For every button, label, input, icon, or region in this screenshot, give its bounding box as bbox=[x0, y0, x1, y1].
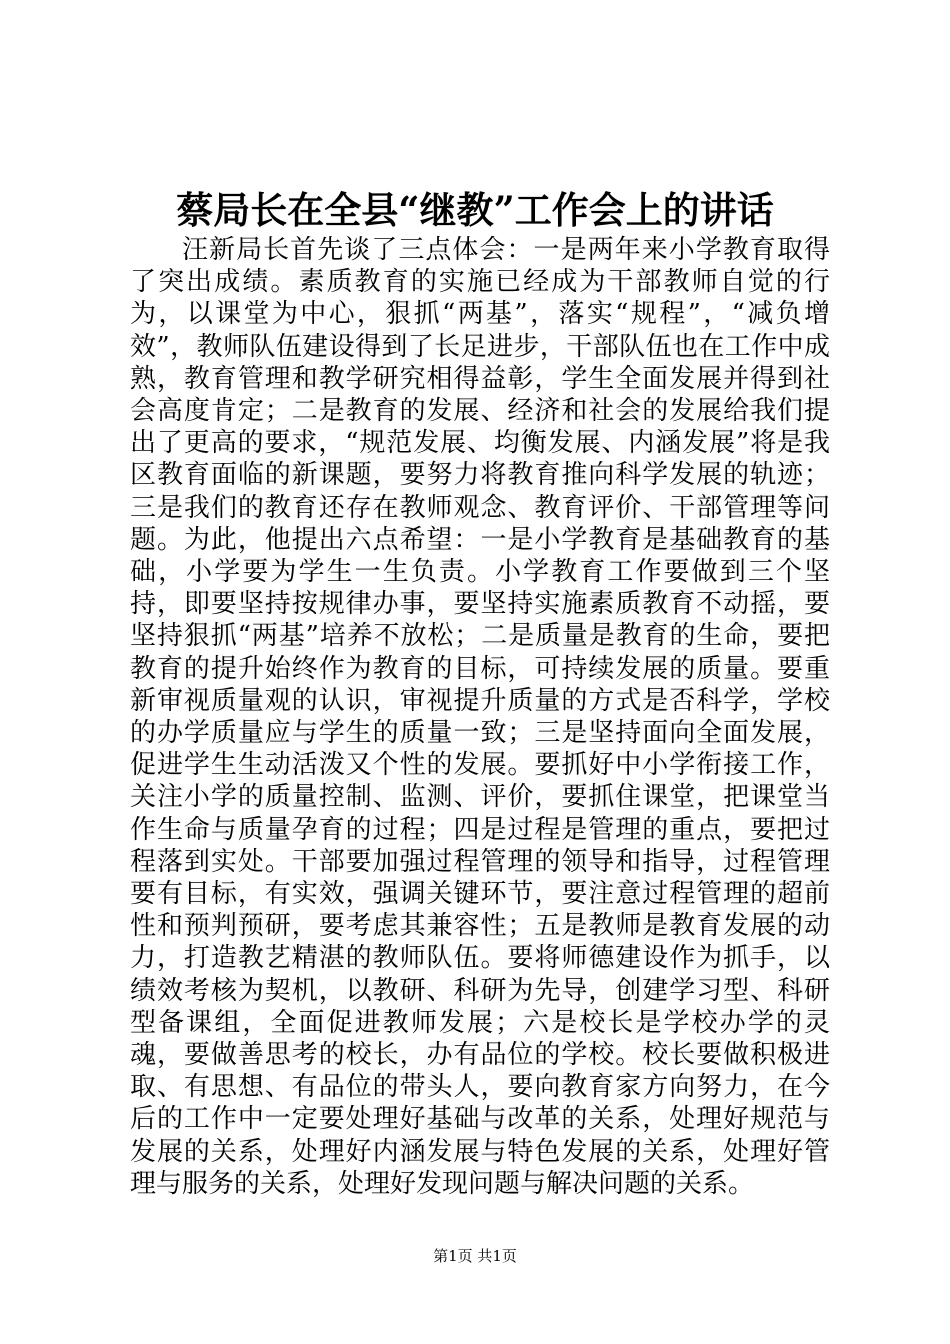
document-title: 蔡局长在全县“继教”工作会上的讲话 bbox=[176, 188, 774, 232]
body-paragraph: 汪新局长首先谈了三点体会：一是两年来小学教育取得了突出成绩。素质教育的实施已经成为干部教师自觉的行为，以课堂为中心，狠抓“两基”，落实“规程”，“减负增效”，教师队伍建设得到了长足进步，干部队伍也在工作中成熟，教育管理和教学研究相得益彰，学生全面发展并得到社会高度肯定；二是教育的发展、经济和社会的发展给我们提出了更高的要求，“规范发展、均衡发展、内涵发展”将是我区教育面临的新课题，要努力将教育推向科学发展的轨迹；三是我们的教育还存在教师观念、教育评价、干部管理等问题。为此，他提出六点希望：一是小学教育是基础教育的基础，小学要为学生一生负责。小学教育工作要做到三个坚持，即要坚持按规律办事，要坚持实施素质教育不动摇，要坚持狠抓“两基”培养不放松；二是质量是教育的生命，要把教育的提升始终作为教育的目标，可持续发展的质量。要重新审视质量观的认识，审视提升质量的方式是否科学，学校的办学质量应与学生的质量一致；三是坚持面向全面发展，促进学生生动活泼又个性的发展。要抓好中小学衔接工作，关注小学的质量控制、监测、评价，要抓住课堂，把课堂当作生命与质量孕育的过程；四是过程是管理的重点，要把过程落到实处。干部要加强过程管理的领导和指导，过程管理要有目标，有实效，强调关键环节，要注意过程管理的超前性和预判预研，要考虑其兼容性；五是教师是教育发展的动力，打造教艺精湛的教师队伍。要将师德建设作为抓手，以绩效考核为契机，以教研、科研为先导，创建学习型、科研型备课组，全面促进教师发展；六是校长是学校办学的灵魂，要做善思考的校长，办有品位的学校。校长要做积极进取、有思想、有品位的带头人，要向教育家方向努力，在今后的工作中一定要处理好基础与改革的关系，处理好规范与发展的关系，处理好内涵发展与特色发展的关系，处理好管理与服务的关系，处理好发现问题与解决问题的关系。 bbox=[130, 235, 830, 1199]
page-footer: 第1页 共1页 bbox=[433, 1247, 517, 1265]
